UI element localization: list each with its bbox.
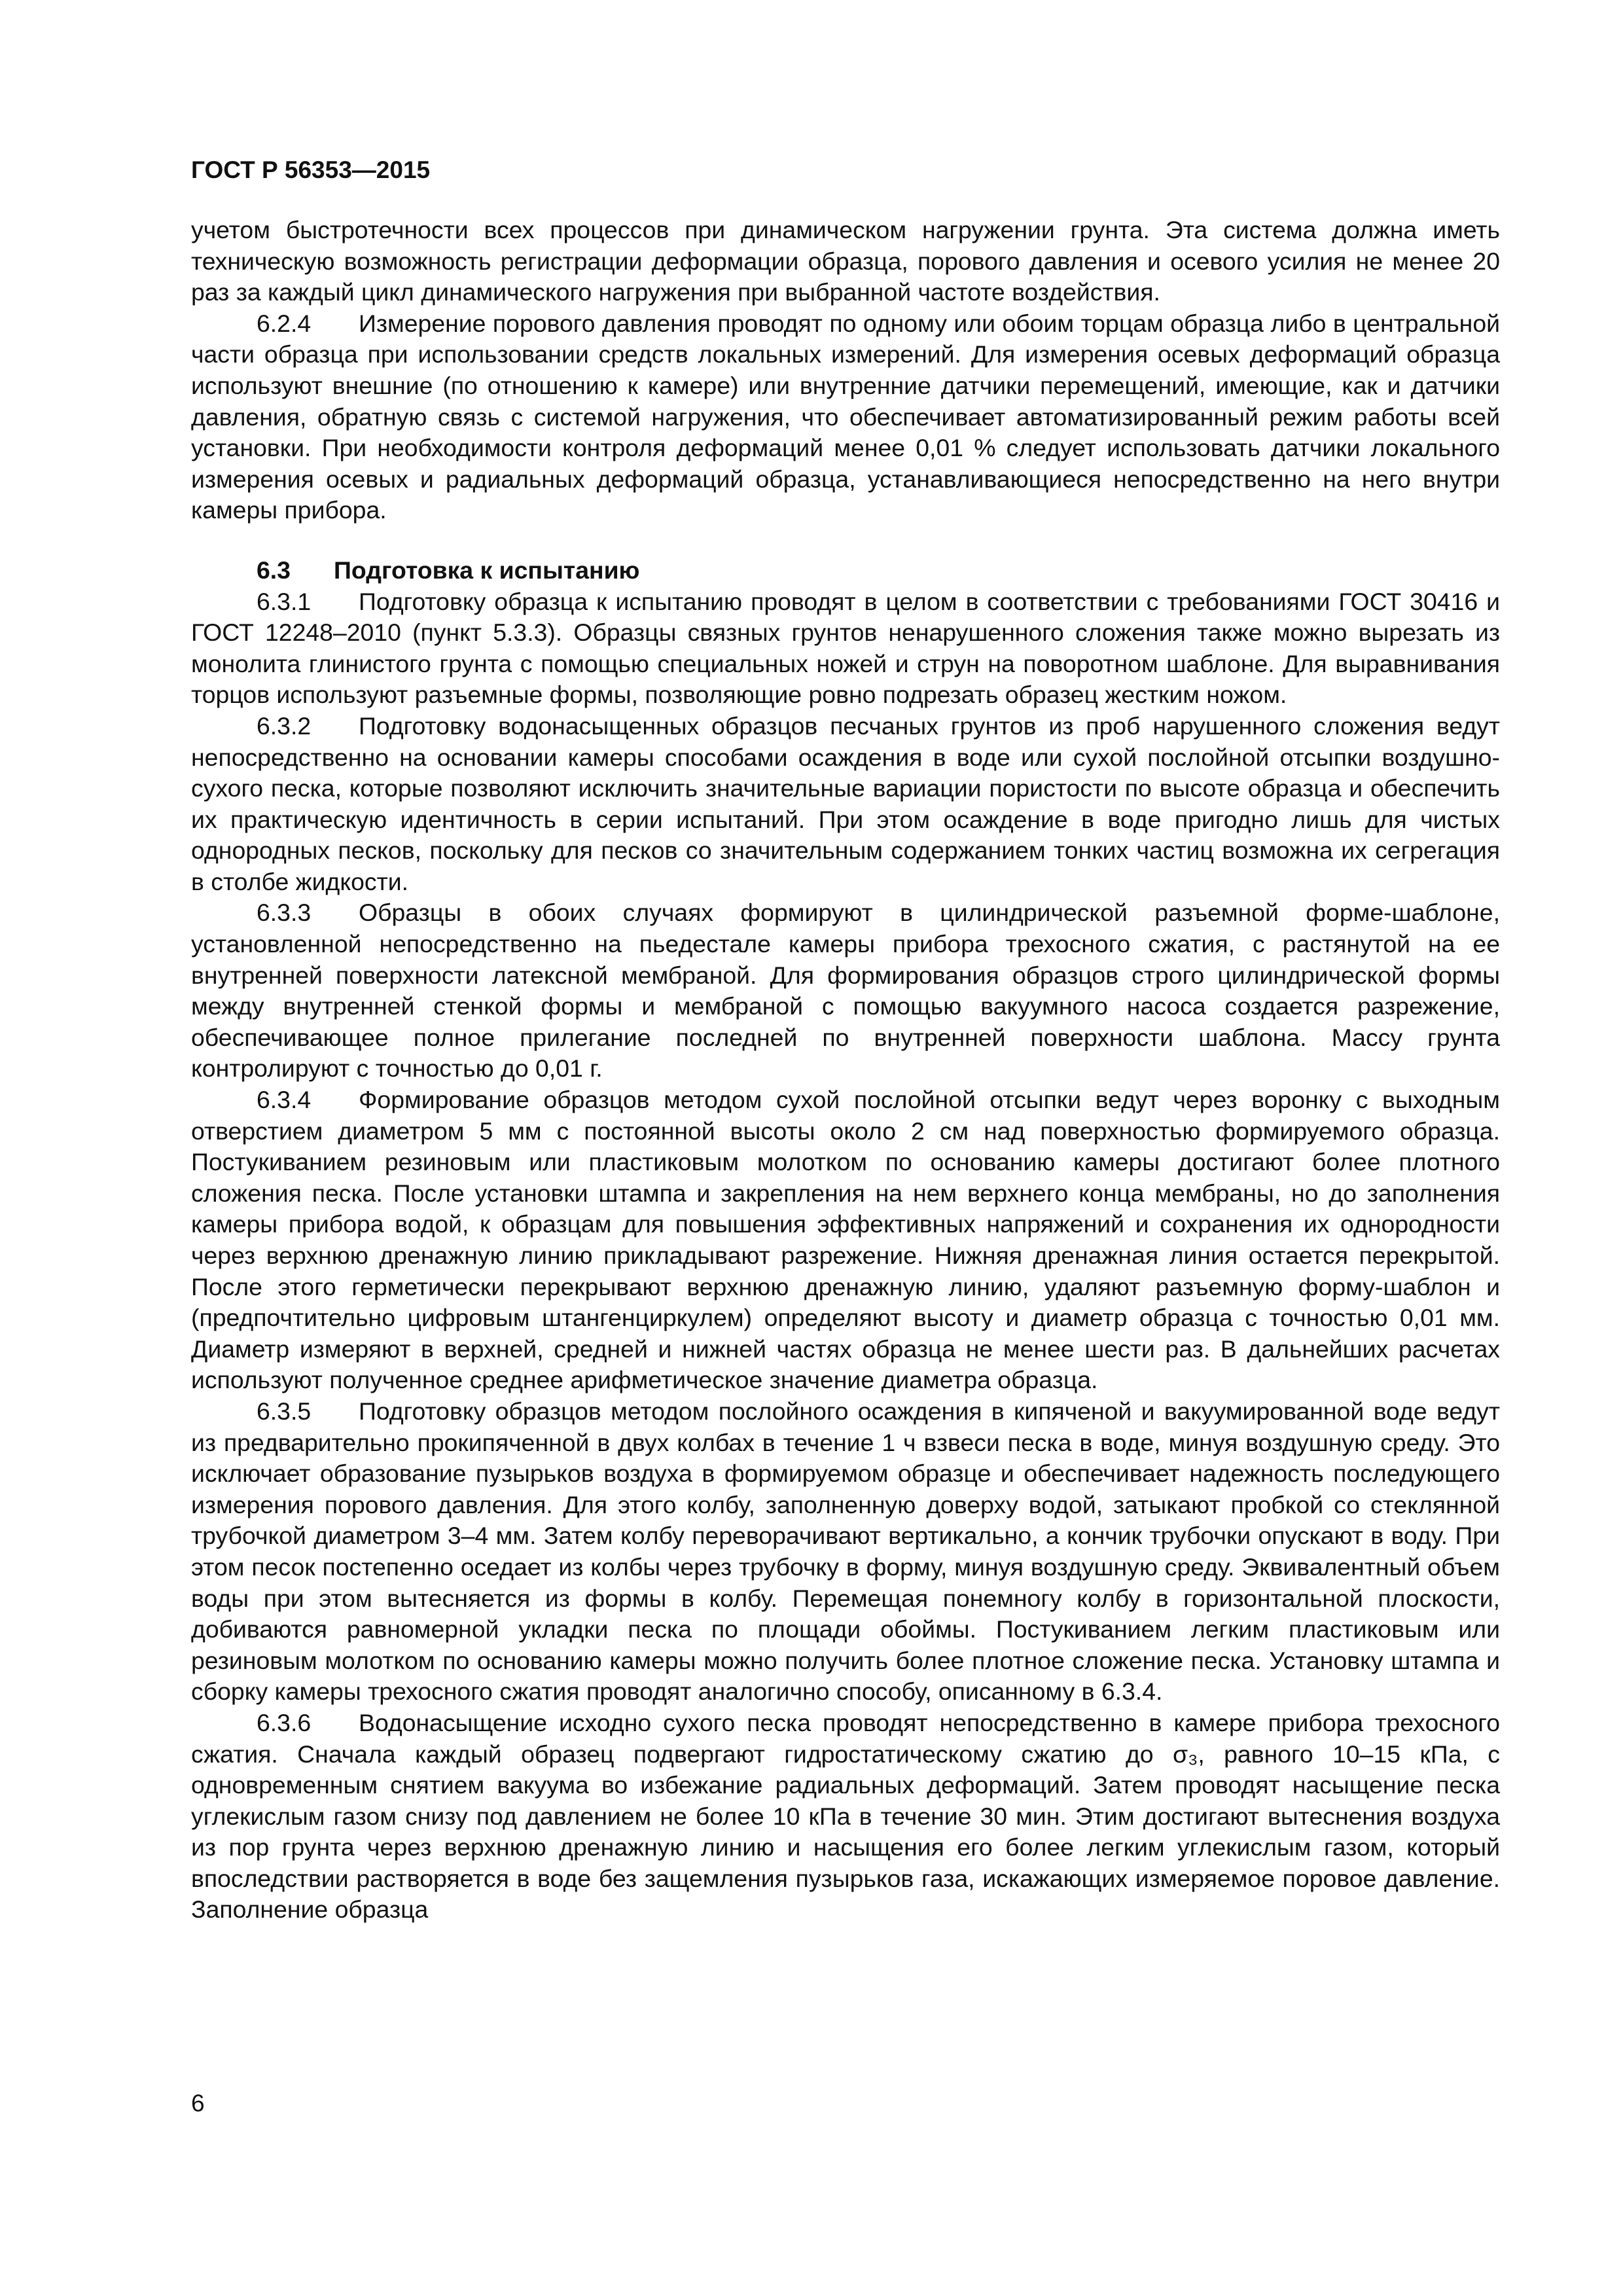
paragraph-6-3-5 (191, 1396, 1500, 1708)
paragraph-text: Измерение порового давления проводят по одному или обоим торцам образца либо в центральной части образца при использовании средств локальных измерений. Для измерения осевых деформаций образца используют внешние (по отношению к камере) или внутренние датчики перемещений, имеющие, как и датчики давления, обратную связь с системой нагружения, что обеспечивает автоматизированный режим работы всей установки. При необходимости контроля деформаций менее 0,01 % следует использовать датчики локального измерения осевых и радиальных деформаций образца, устанавливающиеся непосредственно на него внутри камеры прибора. (191, 309, 1500, 524)
paragraph-text: Подготовку образца к испытанию проводят в целом в соответствии с требованиями ГОСТ 30416 и ГОСТ 12248–2010 (пункт 5.3.3). Образцы связных грунтов ненарушенного сложения также можно вырезать из монолита глинистого грунта с помощью специальных ножей и струн на поворотном шаблоне. Для выравнивания торцов используют разъемные формы, позволяющие ровно подрезать образец жестким ножом. (191, 587, 1500, 709)
paragraph-text: Подготовку образцов методом послойного осаждения в кипяченой и вакуумированной воде ведут из предварительно прокипяченной в двух колбах в течение 1 ч взвеси песка в воде, минуя воздушную среду. Это исключает образование пузырьков воздуха в формируемом образце и обеспечивает надежность последующего измерения порового давления. Для этого колбу, заполненную доверху водой, затыкают пробкой со стеклянной трубочкой диаметром 3–4 мм. Затем колбу переворачивают вертикально, а кончик трубочки опускают в воду. При этом песок постепенно оседает из колбы через трубочку в форму, минуя воздушную среду. Эквивалентный объем воды при этом вытесняется из формы в колбу. Перемещая понемногу колбу в горизонтальной плоскости, добиваются равномерной укладки песка по площади обоймы. Постукиванием легким пластиковым или резиновым молотком по основанию камеры можно получить более плотное сложение песка. Установку штампа и сборку камеры трехосного сжатия проводят аналогично способу, описанному в 6.3.4. (191, 1397, 1500, 1706)
paragraph-6-3-3 (191, 897, 1500, 1085)
clause-number: 6.3.5 (257, 1397, 312, 1425)
paragraph-6-2-4 (191, 308, 1500, 526)
paragraph-text: Образцы в обоих случаях формируют в цилиндрической разъемной форме-шаблоне, установленной непосредственно на пьедестале камеры прибора трехосного сжатия, с растянутой на ее внутренней поверхности латексной мембраной. Для формирования образцов строго цилиндрической формы между внутренней стенкой формы и мембраной с помощью вакуумного насоса создается разрежение, обеспечивающее полное прилегание последней по внутренней поверхности шаблона. Массу грунта контролируют с точностью до 0,01 г. (191, 899, 1500, 1083)
clause-number: 6.3.4 (257, 1086, 312, 1114)
clause-number: 6.3.6 (257, 1708, 312, 1736)
paragraph-6-3-6 (191, 1708, 1500, 1926)
clause-number: 6.3.3 (257, 899, 312, 927)
document-header-title: ГОСТ Р 56353—2015 (191, 156, 431, 183)
paragraph-text: Формирование образцов методом сухой послойной отсыпки ведут через воронку с выходным отверстием диаметром 5 мм с постоянной высоты около 2 см над поверхностью формируемого образца. Постукиванием резиновым или пластиковым молотком по основанию камеры достигают более плотного сложения песка. После установки штампа и закрепления на нем верхнего конца мембраны, но до заполнения камеры прибора водой, к образцам для повышения эффективных напряжений и сохранения их однородности через верхнюю дренажную линию прикладывают разрежение. Нижняя дренажная линия остается перекрытой. После этого герметически перекрывают верхнюю дренажную линию, удаляют разъемную форму-шаблон и (предпочтительно цифровым штангенциркулем) определяют высоту и диаметр образца с точностью 0,01 мм. Диаметр измеряют в верхней, средней и нижней частях образца не менее шести раз. В дальнейших расчетах используют полученное среднее арифметическое значение диаметра образца. (191, 1086, 1500, 1394)
paragraph-continuation (191, 215, 1500, 308)
clause-number: 6.3.1 (257, 587, 312, 615)
paragraph-6-3-2 (191, 711, 1500, 898)
page-number: 6 (191, 2090, 205, 2117)
clause-number: 6.3.2 (257, 711, 312, 740)
paragraph-6-3-1 (191, 586, 1500, 711)
section-number: 6.3 (257, 556, 291, 584)
section-title: Подготовка к испытанию (334, 556, 640, 584)
paragraph-6-3-4 (191, 1085, 1500, 1396)
paragraph-text: учетом быстротечности всех процессов при динамическом нагружении грунта. Эта система должна иметь техническую возможность регистрации деформации образца, порового давления и осевого усилия не менее 20 раз за каждый цикл динамического нагружения при выбранной частоте воздействия. (191, 216, 1500, 306)
document-page (191, 154, 1500, 1926)
paragraph-text: Подготовку водонасыщенных образцов песчаных грунтов из проб нарушенного сложения ведут непосредственно на основании камеры способами осаждения в воде или сухой послойной отсыпки воздушно-сухого песка, которые позволяют исключить значительные вариации пористости по высоте образца и обеспечить их практическую идентичность в серии испытаний. При этом осаждение в воде пригодно лишь для чистых однородных песков, поскольку для песков со значительным содержанием тонких частиц возможна их сегрегация в столбе жидкости. (191, 711, 1500, 895)
section-heading (191, 555, 1500, 586)
clause-number: 6.2.4 (257, 309, 312, 337)
paragraph-text: Водонасыщение исходно сухого песка проводят непосредственно в камере прибора трехосного сжатия. Сначала каждый образец подвергают гидростатическому сжатию до σ₃, равного 10–15 кПа, с одновременным снятием вакуума во избежание радиальных деформаций. Затем проводят насыщение песка углекислым газом снизу под давлением не более 10 кПа в течение 30 мин. Этим достигают вытеснения воздуха из пор грунта через верхнюю дренажную линию и насыщения его более легким углекислым газом, который впоследствии растворяется в воде без защемления пузырьков газа, искажающих измеряемое поровое давление. Заполнение образца (191, 1708, 1500, 1924)
